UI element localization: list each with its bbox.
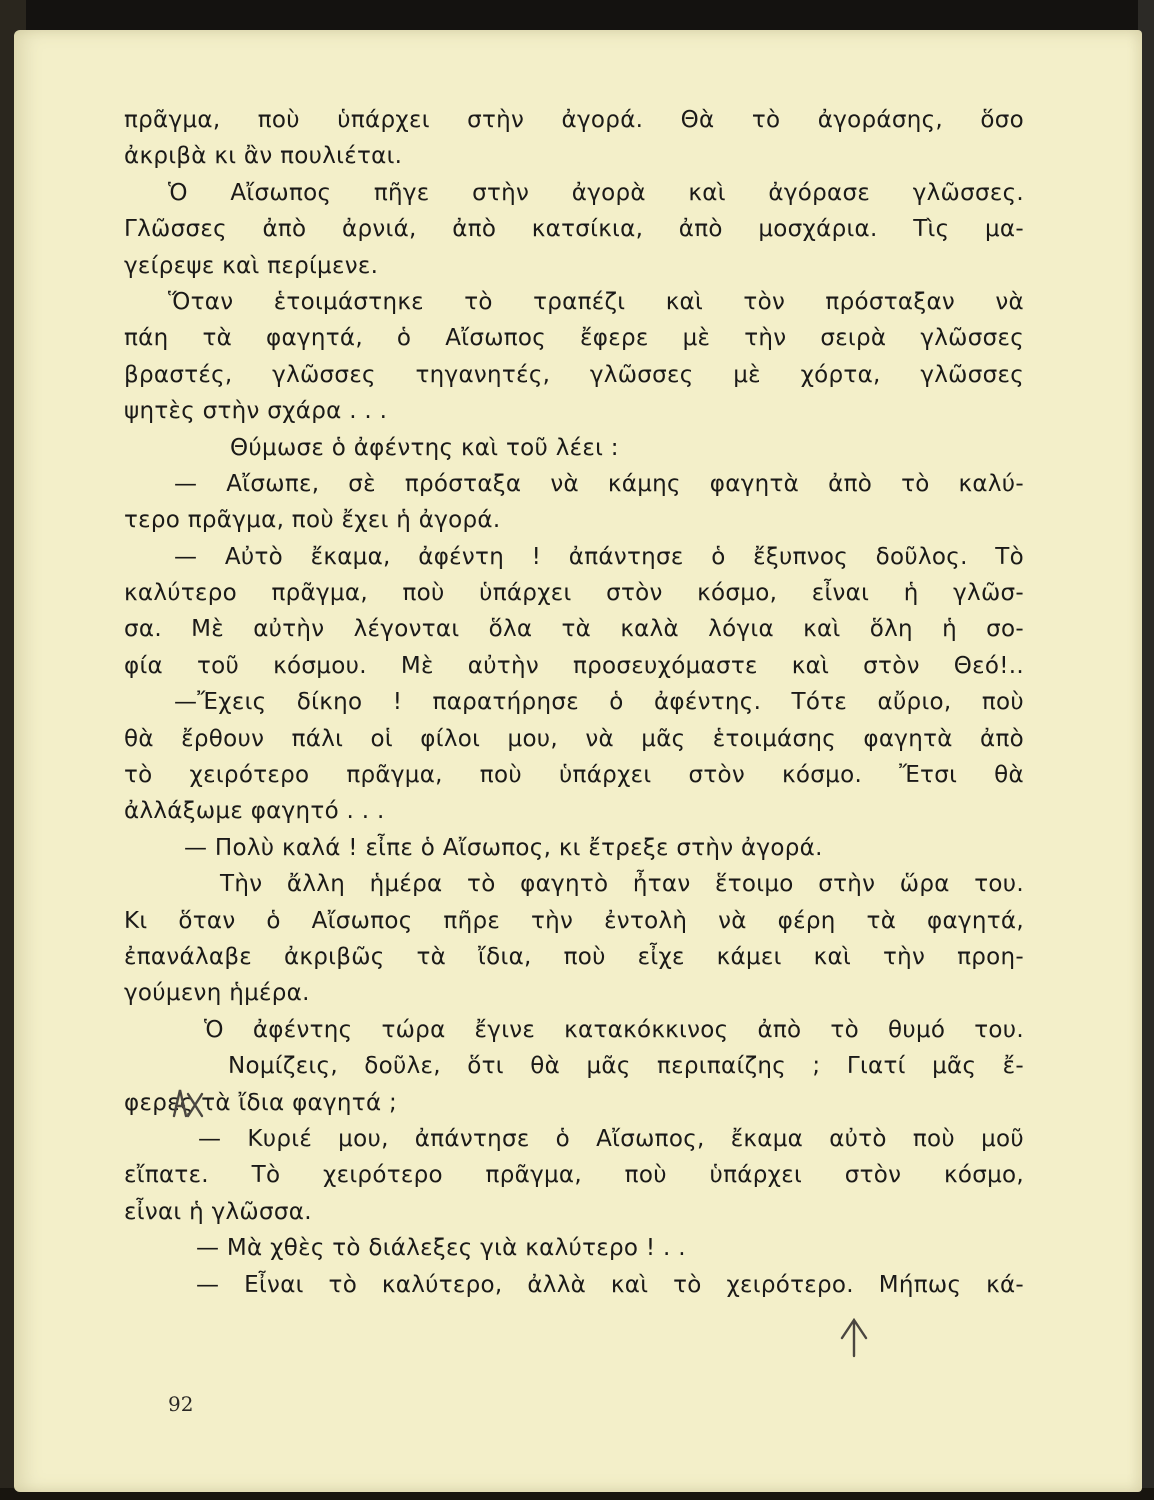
text-line: θὰ ἔρθουν πάλι οἱ φίλοι μου, νὰ μᾶς ἑτοιμάσης φαγητὰ ἀπὸ (124, 725, 1024, 752)
text-line: πάη τὰ φαγητά, ὁ Αἴσωπος ἔφερε μὲ τὴν σειρὰ γλῶσσες (124, 325, 1024, 352)
text-line: ψητὲς στὴν σχάρα . . . (124, 398, 388, 425)
text-line: Ὁ Αἴσωπος πῆγε στὴν ἀγορὰ καὶ ἀγόρασε γλῶσσες. (168, 179, 1024, 206)
text-line: καλύτερο πρᾶγμα, ποὺ ὑπάρχει στὸν κόσμο, εἶναι ἡ γλῶσ- (124, 580, 1024, 607)
text-line: — Πολὺ καλά ! εἶπε ὁ Αἴσωπος, κι ἔτρεξε στὴν ἀγορά. (184, 834, 823, 861)
text-line: φία τοῦ κόσμου. Μὲ αὐτὴν προσευχόμαστε καὶ στὸν Θεό!.. (124, 652, 1024, 679)
caret-mark-icon (840, 1318, 870, 1358)
text-line: Ὁ ἀφέντης τώρα ἔγινε κατακόκκινος ἀπὸ τὸ θυμό του. (204, 1016, 1024, 1043)
text-line: γείρεψε καὶ περίμενε. (124, 252, 379, 279)
text-line: πρᾶγμα, ποὺ ὑπάρχει στὴν ἀγορά. Θὰ τὸ ἀγοράσης, ὅσο (124, 107, 1024, 133)
scan-edge-top (0, 0, 1154, 30)
text-line: Θύμωσε ὁ ἀφέντης καὶ τοῦ λέει : (230, 434, 619, 461)
text-line: — Αὐτὸ ἔκαμα, ἀφέντη ! ἀπάντησε ὁ ἔξυπνος δοῦλος. Τὸ (174, 543, 1024, 570)
handwritten-mark-icon (170, 1086, 206, 1120)
text-line: — Εἶναι τὸ καλύτερο, ἀλλὰ καὶ τὸ χειρότερο. Μήπως κά- (196, 1271, 1024, 1298)
text-line: βραστές, γλῶσσες τηγανητές, γλῶσσες μὲ χόρτα, γλῶσσες (124, 361, 1024, 388)
text-line: Τὴν ἄλλη ἡμέρα τὸ φαγητὸ ἦταν ἕτοιμο στὴν ὥρα του. (220, 871, 1024, 898)
text-line: ἀκριβὰ κι ἂν πουλιέται. (124, 143, 403, 170)
text-line: εἴπατε. Τὸ χειρότερο πρᾶγμα, ποὺ ὑπάρχει στὸν κόσμο, (124, 1162, 1024, 1189)
text-line: Κι ὅταν ὁ Αἴσωπος πῆρε τὴν ἐντολὴ νὰ φέρη τὰ φαγητά, (124, 907, 1024, 934)
text-line: —Ἔχεις δίκηο ! παρατήρησε ὁ ἀφέντης. Τότε αὔριο, ποὺ (174, 689, 1024, 716)
text-line: — Μὰ χθὲς τὸ διάλεξες γιὰ καλύτερο ! . . (196, 1235, 686, 1262)
text-line: γούμενη ἡμέρα. (124, 980, 310, 1007)
page-number: 92 (168, 1392, 194, 1416)
text-line: Ὅταν ἑτοιμάστηκε τὸ τραπέζι καὶ τὸν πρόσταξαν νὰ (168, 288, 1024, 315)
text-line: Νομίζεις, δοῦλε, ὅτι θὰ μᾶς περιπαίζης ; Γιατί μᾶς ἔ- (228, 1053, 1024, 1080)
body-text (124, 102, 1024, 1303)
text-line: φερες τὰ ἴδια φαγητά ; (124, 1089, 398, 1116)
text-line: ἐπανάλαβε ἀκριβῶς τὰ ἴδια, ποὺ εἶχε κάμει καὶ τὴν προη- (124, 943, 1024, 970)
text-line: Γλῶσσες ἀπὸ ἀρνιά, ἀπὸ κατσίκια, ἀπὸ μοσχάρια. Τὶς μα- (124, 216, 1024, 243)
text-line: εἶναι ἡ γλῶσσα. (124, 1198, 312, 1225)
text-line: σα. Μὲ αὐτὴν λέγονται ὅλα τὰ καλὰ λόγια καὶ ὅλη ἡ σο- (124, 616, 1024, 643)
text-line: — Αἴσωπε, σὲ πρόσταξα νὰ κάμης φαγητὰ ἀπὸ τὸ καλύ- (174, 470, 1024, 497)
text-line: τερο πρᾶγμα, ποὺ ἔχει ἡ ἀγορά. (124, 507, 501, 534)
text-line: — Κυριέ μου, ἀπάντησε ὁ Αἴσωπος, ἔκαμα αὐτὸ ποὺ μοῦ (198, 1125, 1024, 1152)
text-line: τὸ χειρότερο πρᾶγμα, ποὺ ὑπάρχει στὸν κόσμο. Ἔτσι θὰ (124, 762, 1024, 789)
text-line: ἀλλάξωμε φαγητό . . . (124, 798, 385, 825)
